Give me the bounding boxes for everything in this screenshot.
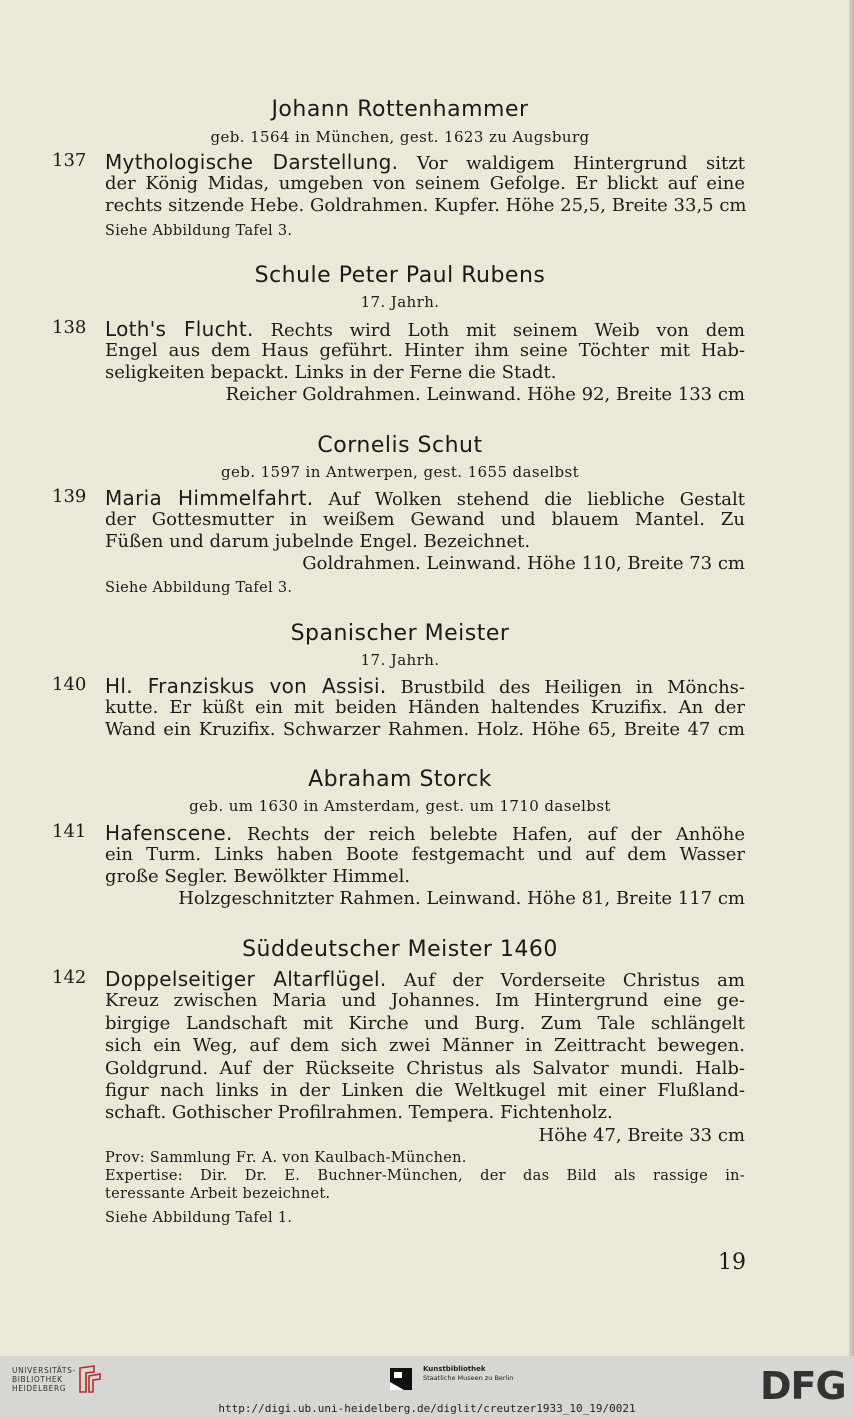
lot-line: figur nach links in der Linken die Weltkugel mit einer Flußland- bbox=[105, 1080, 745, 1101]
lot-line: der Gottesmutter in weißem Gewand und blauem Mantel. Zu bbox=[105, 509, 745, 530]
lot-line: Reicher Goldrahmen. Leinwand. Höhe 92, Breite 133 cm bbox=[225, 384, 745, 405]
artist-dates: 17. Jahrh. bbox=[360, 293, 440, 311]
lot-note: Siehe Abbildung Tafel 1. bbox=[105, 1210, 293, 1226]
lot-title: Loth's Flucht. bbox=[105, 317, 254, 341]
lot-note: Prov: Sammlung Fr. A. von Kaulbach-München. bbox=[105, 1150, 467, 1166]
artist-heading: Süddeutscher Meister 1460 bbox=[242, 937, 558, 962]
artist-heading: Cornelis Schut bbox=[317, 433, 483, 458]
lot-line: birgige Landschaft mit Kirche und Burg. Zum Tale schlängelt bbox=[105, 1013, 745, 1034]
artist-dates: geb. 1597 in Antwerpen, gest. 1655 daselbst bbox=[221, 463, 579, 481]
lot-line: seligkeiten bepackt. Links in der Ferne die Stadt. bbox=[105, 362, 557, 383]
lot-line: schaft. Gothischer Profilrahmen. Tempera. Fichtenholz. bbox=[105, 1102, 613, 1123]
artist-heading: Schule Peter Paul Rubens bbox=[254, 263, 546, 288]
lot-title: Doppelseitiger Altarflügel. bbox=[105, 967, 387, 991]
lot-line: Loth's Flucht. Rechts wird Loth mit seinem Weib von dem bbox=[105, 317, 745, 341]
university-logo-icon[interactable] bbox=[76, 1364, 104, 1394]
artist-dates: 17. Jahrh. bbox=[360, 651, 440, 669]
lot-number: 140 bbox=[52, 674, 87, 695]
lot-line: Mythologische Darstellung. Vor waldigem Hintergrund sitzt bbox=[105, 150, 745, 174]
lot-line: Maria Himmelfahrt. Auf Wolken stehend die liebliche Gestalt bbox=[105, 486, 745, 510]
lot-number: 141 bbox=[52, 821, 87, 842]
lot-line: der König Midas, umgeben von seinem Gefolge. Er blickt auf eine bbox=[105, 173, 745, 194]
lot-line: ein Turm. Links haben Boote festgemacht und auf dem Wasser bbox=[105, 844, 745, 865]
lot-line: große Segler. Bewölkter Himmel. bbox=[105, 866, 411, 887]
dfg-logo[interactable]: DFG bbox=[760, 1364, 846, 1408]
artist-heading: Johann Rottenhammer bbox=[271, 97, 529, 122]
lot-number: 138 bbox=[52, 317, 87, 338]
lot-note: Siehe Abbildung Tafel 3. bbox=[105, 580, 293, 596]
kunstbibliothek-logo-icon[interactable] bbox=[390, 1368, 412, 1390]
lot-note: Siehe Abbildung Tafel 3. bbox=[105, 223, 293, 239]
lot-line: Kreuz zwischen Maria und Johannes. Im Hintergrund eine ge- bbox=[105, 990, 745, 1011]
lot-line: Holzgeschnitzter Rahmen. Leinwand. Höhe 81, Breite 117 cm bbox=[178, 888, 745, 909]
university-logo-text[interactable]: UNIVERSITÄTS- BIBLIOTHEK HEIDELBERG bbox=[12, 1366, 76, 1393]
artist-heading: Spanischer Meister bbox=[290, 621, 510, 646]
kunstbibliothek-logo-text[interactable]: Kunstbibliothek Staatliche Museen zu Berlin bbox=[423, 1365, 514, 1382]
artist-heading: Abraham Storck bbox=[308, 767, 492, 792]
lot-number: 137 bbox=[52, 150, 87, 171]
lot-line: Engel aus dem Haus geführt. Hinter ihm seine Töchter mit Hab- bbox=[105, 340, 745, 361]
lot-title: Hafenscene. bbox=[105, 821, 233, 845]
lot-title: Hl. Franziskus von Assisi. bbox=[105, 674, 387, 698]
permalink-url[interactable]: http://digi.ub.uni-heidelberg.de/diglit/creutzer1933_10_19/0021 bbox=[218, 1402, 636, 1415]
lot-title: Mythologische Darstellung. bbox=[105, 150, 399, 174]
lot-line: Goldgrund. Auf der Rückseite Christus als Salvator mundi. Halb- bbox=[105, 1058, 745, 1079]
lot-line: Goldrahmen. Leinwand. Höhe 110, Breite 73 cm bbox=[302, 553, 745, 574]
lot-note: Expertise: Dir. Dr. E. Buchner-München, der das Bild als rassige in- bbox=[105, 1168, 745, 1184]
lot-number: 142 bbox=[52, 967, 87, 988]
lot-line: rechts sitzende Hebe. Goldrahmen. Kupfer. Höhe 25,5, Breite 33,5 cm bbox=[105, 195, 747, 216]
lot-line: Hafenscene. Rechts der reich belebte Hafen, auf der Anhöhe bbox=[105, 821, 745, 845]
page-number: 19 bbox=[718, 1250, 746, 1275]
lot-note: teressante Arbeit bezeichnet. bbox=[105, 1186, 331, 1202]
lot-line: Hl. Franziskus von Assisi. Brustbild des Heiligen in Mönchs- bbox=[105, 674, 745, 698]
lot-line: Wand ein Kruzifix. Schwarzer Rahmen. Holz. Höhe 65, Breite 47 cm bbox=[105, 719, 745, 740]
artist-dates: geb. um 1630 in Amsterdam, gest. um 1710 daselbst bbox=[189, 797, 611, 815]
lot-line: kutte. Er küßt ein mit beiden Händen haltendes Kruzifix. An der bbox=[105, 697, 745, 718]
lot-line: Füßen und darum jubelnde Engel. Bezeichnet. bbox=[105, 531, 531, 552]
lot-line: Doppelseitiger Altarflügel. Auf der Vorderseite Christus am bbox=[105, 967, 745, 991]
artist-dates: geb. 1564 in München, gest. 1623 zu Augsburg bbox=[210, 128, 590, 146]
lot-number: 139 bbox=[52, 486, 87, 507]
lot-line: sich ein Weg, auf dem sich zwei Männer in Zeittracht bewegen. bbox=[105, 1035, 745, 1056]
lot-line: Höhe 47, Breite 33 cm bbox=[538, 1125, 745, 1146]
lot-title: Maria Himmelfahrt. bbox=[105, 486, 314, 510]
footer-bar bbox=[0, 1356, 854, 1417]
